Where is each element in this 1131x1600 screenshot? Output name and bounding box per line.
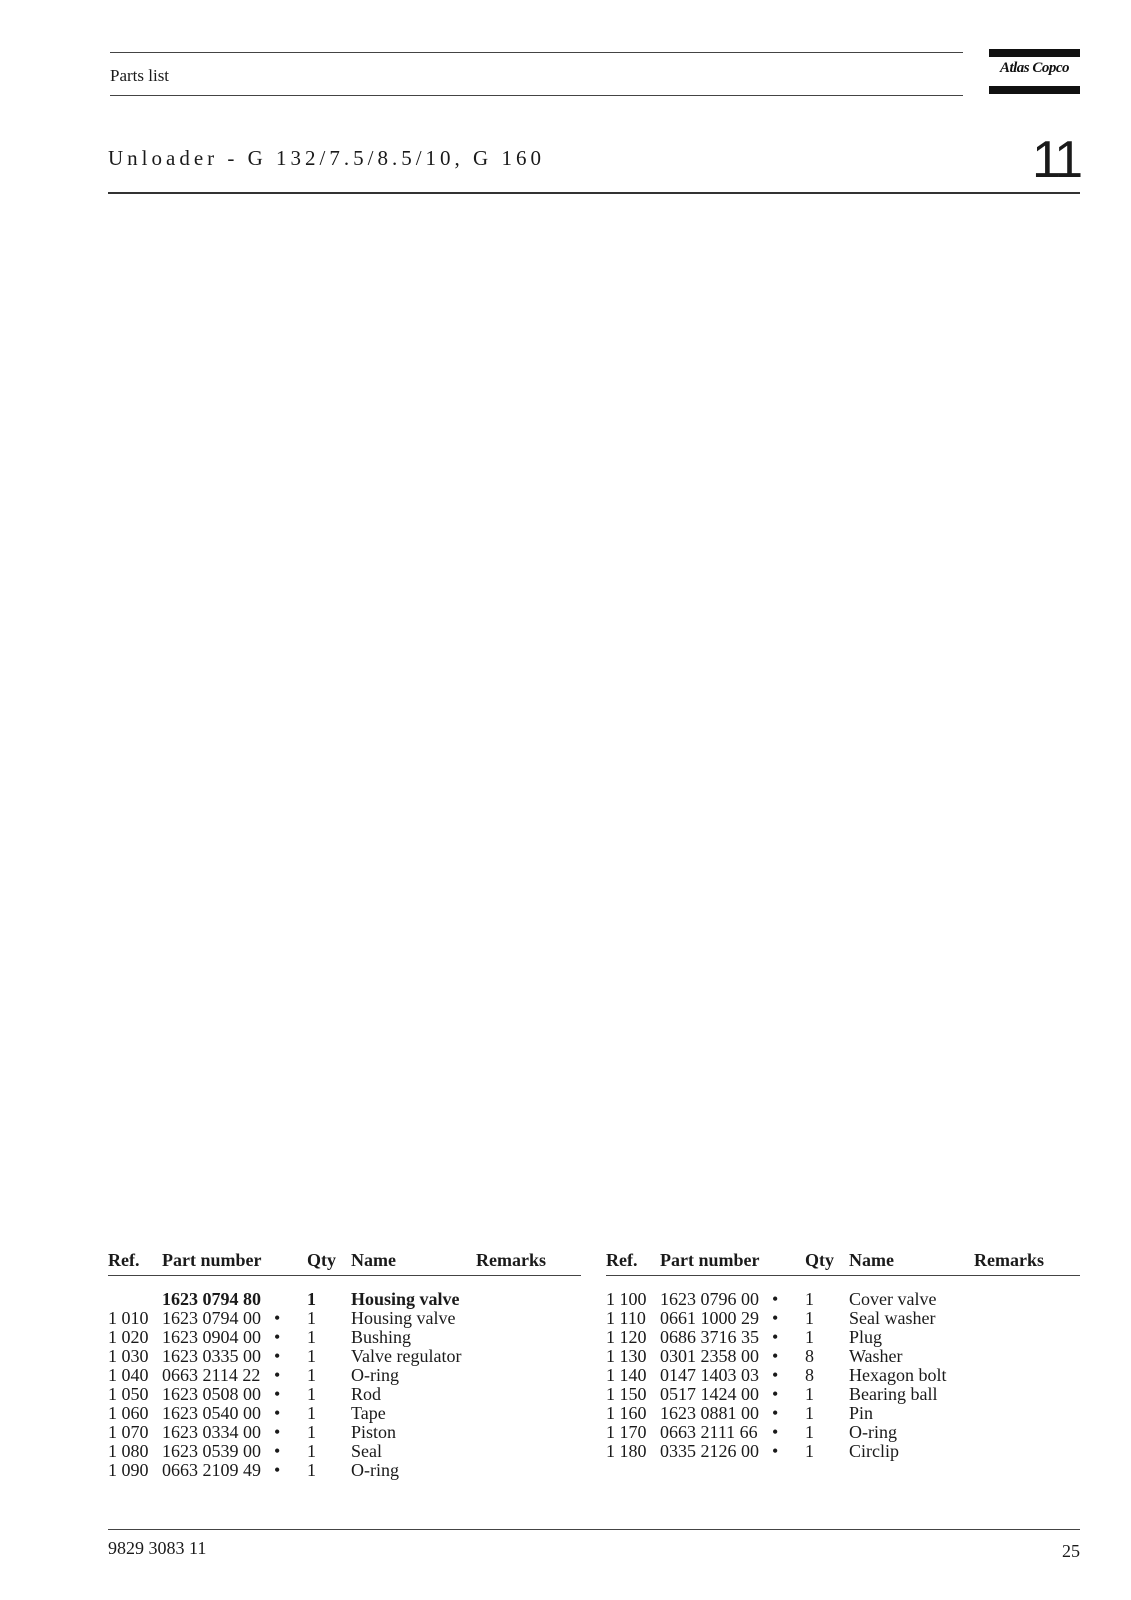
cell-name: Housing valve (351, 1289, 460, 1309)
table-row (606, 1327, 1080, 1346)
cell-bullet: • (772, 1308, 779, 1328)
cell-part-number: 1623 0335 00 (162, 1346, 261, 1366)
cell-name: Housing valve (351, 1308, 456, 1328)
cell-bullet: • (274, 1384, 281, 1404)
cell-bullet: • (772, 1384, 779, 1404)
table-row (108, 1346, 581, 1365)
header-ref: Ref. (606, 1250, 638, 1270)
cell-ref: 1 150 (606, 1384, 647, 1404)
cell-bullet: • (274, 1403, 281, 1423)
cell-bullet: • (772, 1289, 779, 1309)
cell-qty: 1 (307, 1289, 316, 1309)
table-row (108, 1441, 581, 1460)
cell-ref: 1 180 (606, 1441, 647, 1461)
cell-part-number: 0147 1403 03 (660, 1365, 759, 1385)
cell-part-number: 1623 0904 00 (162, 1327, 261, 1347)
cell-ref: 1 030 (108, 1346, 149, 1366)
cell-qty: 1 (805, 1384, 814, 1404)
document-number: 9829 3083 11 (108, 1538, 207, 1558)
table-row (108, 1403, 581, 1422)
cell-part-number: 0301 2358 00 (660, 1346, 759, 1366)
cell-qty: 1 (805, 1403, 814, 1423)
table-row (108, 1365, 581, 1384)
cell-ref: 1 130 (606, 1346, 647, 1366)
cell-ref: 1 060 (108, 1403, 149, 1423)
cell-ref: 1 140 (606, 1365, 647, 1385)
table-row (108, 1460, 581, 1479)
cell-qty: 8 (805, 1365, 814, 1385)
cell-name: O-ring (351, 1365, 399, 1385)
cell-part-number: 1623 0539 00 (162, 1441, 261, 1461)
header-bottom-rule (110, 95, 963, 96)
cell-qty: 1 (307, 1460, 316, 1480)
header-remarks: Remarks (476, 1250, 546, 1270)
header-name: Name (849, 1250, 894, 1270)
cell-qty: 1 (307, 1403, 316, 1423)
cell-part-number: 1623 0334 00 (162, 1422, 261, 1442)
cell-part-number: 0686 3716 35 (660, 1327, 759, 1347)
cell-ref: 1 160 (606, 1403, 647, 1423)
logo-top-bar (989, 49, 1080, 57)
table-row (606, 1403, 1080, 1422)
cell-ref: 1 170 (606, 1422, 647, 1442)
cell-ref: 1 120 (606, 1327, 647, 1347)
cell-qty: 1 (307, 1365, 316, 1385)
cell-qty: 1 (307, 1327, 316, 1347)
cell-name: O-ring (849, 1422, 897, 1442)
cell-bullet: • (274, 1308, 281, 1328)
table-row (606, 1422, 1080, 1441)
cell-name: Valve regulator (351, 1346, 462, 1366)
cell-part-number: 0663 2114 22 (162, 1365, 261, 1385)
cell-name: Pin (849, 1403, 874, 1423)
cell-qty: 1 (805, 1327, 814, 1347)
cell-part-number: 0661 1000 29 (660, 1308, 759, 1328)
cell-part-number: 0335 2126 00 (660, 1441, 759, 1461)
header-ref: Ref. (108, 1250, 140, 1270)
table-row (606, 1308, 1080, 1327)
cell-bullet: • (274, 1422, 281, 1442)
table-row (606, 1441, 1080, 1460)
footer-rule (108, 1529, 1080, 1530)
cell-bullet: • (772, 1327, 779, 1347)
cell-part-number: 0663 2111 66 (660, 1422, 758, 1442)
cell-part-number: 1623 0881 00 (660, 1403, 759, 1423)
cell-qty: 1 (307, 1422, 316, 1442)
cell-bullet: • (274, 1346, 281, 1366)
cell-bullet: • (274, 1365, 281, 1385)
cell-name: Tape (351, 1403, 386, 1423)
table-row (606, 1289, 1080, 1308)
table-row (606, 1346, 1080, 1365)
cell-qty: 1 (307, 1441, 316, 1461)
header-part-number: Part number (162, 1250, 262, 1270)
cell-name: Bushing (351, 1327, 412, 1347)
cell-part-number: 1623 0540 00 (162, 1403, 261, 1423)
logo-bottom-bar (989, 86, 1080, 94)
atlas-copco-logo (989, 49, 1080, 94)
cell-bullet: • (772, 1346, 779, 1366)
table-row (108, 1327, 581, 1346)
cell-name: Washer (849, 1346, 903, 1366)
cell-name: O-ring (351, 1460, 399, 1480)
cell-qty: 1 (805, 1289, 814, 1309)
cell-name: Circlip (849, 1441, 899, 1461)
cell-bullet: • (274, 1327, 281, 1347)
cell-ref: 1 080 (108, 1441, 149, 1461)
cell-part-number: 1623 0508 00 (162, 1384, 261, 1404)
cell-bullet: • (772, 1403, 779, 1423)
table-row (606, 1365, 1080, 1384)
cell-part-number: 0517 1424 00 (660, 1384, 759, 1404)
cell-bullet: • (274, 1460, 281, 1480)
cell-qty: 1 (307, 1308, 316, 1328)
cell-ref: 1 100 (606, 1289, 647, 1309)
cell-part-number: 1623 0794 00 (162, 1308, 261, 1328)
cell-name: Piston (351, 1422, 397, 1442)
page-number: 25 (1062, 1541, 1080, 1561)
cell-qty: 1 (307, 1346, 316, 1366)
logo-wordmark: Atlas Copco (999, 60, 1070, 76)
cell-name: Seal (351, 1441, 382, 1461)
table-row (108, 1384, 581, 1403)
header-part-number: Part number (660, 1250, 760, 1270)
section-label: Parts list (110, 66, 170, 85)
header-remarks: Remarks (974, 1250, 1044, 1270)
cell-name: Hexagon bolt (849, 1365, 947, 1385)
chapter-number: 11 (1032, 131, 1080, 189)
cell-qty: 8 (805, 1346, 814, 1366)
header-qty: Qty (307, 1250, 336, 1270)
cell-ref: 1 090 (108, 1460, 149, 1480)
cell-qty: 1 (307, 1384, 316, 1404)
table-row (108, 1422, 581, 1441)
page-title: Unloader - G 132/7.5/8.5/10, G 160 (108, 146, 545, 170)
cell-ref: 1 040 (108, 1365, 149, 1385)
cell-qty: 1 (805, 1308, 814, 1328)
cell-qty: 1 (805, 1441, 814, 1461)
cell-ref: 1 010 (108, 1308, 149, 1328)
cell-name: Rod (351, 1384, 382, 1404)
table-header-rule (108, 1275, 581, 1276)
cell-bullet: • (772, 1365, 779, 1385)
header-top-rule (110, 52, 963, 53)
table-row (108, 1308, 581, 1327)
header-qty: Qty (805, 1250, 834, 1270)
cell-bullet: • (772, 1441, 779, 1461)
cell-part-number: 1623 0794 80 (162, 1289, 261, 1309)
cell-part-number: 0663 2109 49 (162, 1460, 261, 1480)
cell-name: Seal washer (849, 1308, 936, 1328)
table-row (606, 1384, 1080, 1403)
cell-name: Cover valve (849, 1289, 937, 1309)
table-header-rule (606, 1275, 1080, 1276)
cell-qty: 1 (805, 1422, 814, 1442)
cell-ref: 1 050 (108, 1384, 149, 1404)
table-row (108, 1289, 581, 1308)
header-name: Name (351, 1250, 396, 1270)
title-rule (108, 192, 1080, 194)
cell-bullet: • (772, 1422, 779, 1442)
cell-part-number: 1623 0796 00 (660, 1289, 759, 1309)
cell-name: Plug (849, 1327, 883, 1347)
cell-ref: 1 110 (606, 1308, 646, 1328)
cell-bullet: • (274, 1441, 281, 1461)
cell-ref: 1 020 (108, 1327, 149, 1347)
cell-ref: 1 070 (108, 1422, 149, 1442)
cell-name: Bearing ball (849, 1384, 938, 1404)
